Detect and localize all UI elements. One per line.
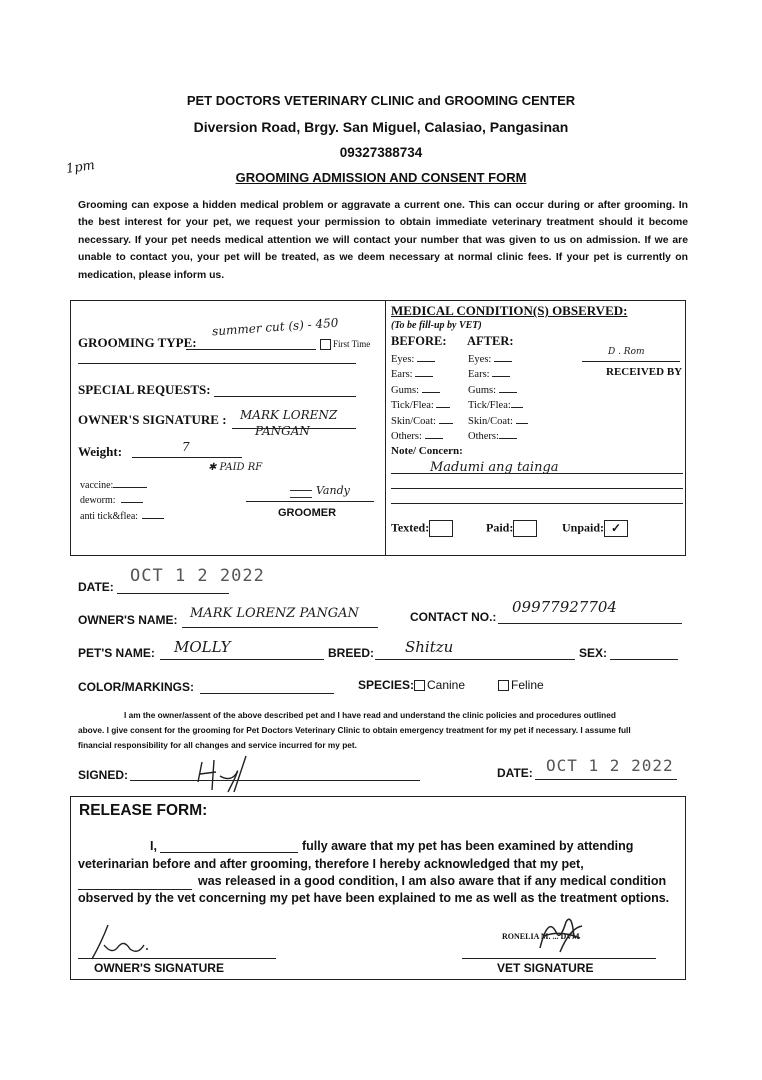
before-skin-field[interactable] [439,414,453,424]
vet-signature-scribble [530,908,590,958]
groomer-name: Vandy [316,484,350,497]
before-others-field[interactable] [425,429,443,439]
box-divider [385,300,386,555]
anti-tick-label: anti tick&flea: [80,511,139,522]
medical-subtitle: (To be fill-up by VET) [391,320,482,331]
release-line-2: veterinarian before and after grooming, therefore I hereby acknowledged that my pet, [78,857,584,871]
contact-label: CONTACT NO.: [410,610,497,624]
date-line [117,592,229,594]
weight-value: 7 [182,440,190,454]
signed-line [130,779,420,781]
feline-label: Feline [511,678,544,692]
owner-signature-label: OWNER'S SIGNATURE : [78,412,227,427]
before-skin-label: Skin/Coat: [391,415,436,427]
owner-signature-line [232,427,356,429]
after-tick-field[interactable] [511,398,523,408]
vet-sig-line [462,957,656,959]
grooming-type-label: GROOMING TYPE: [78,335,197,350]
anti-tick-field[interactable] [142,509,164,519]
feline-checkbox[interactable] [498,680,509,691]
first-time-label: First Time [333,339,371,349]
release-line-4: observed by the vet concerning my pet have been explained to me as well as the treatment options. [78,891,670,905]
after-others-label: Others: [468,431,499,443]
deworm-field[interactable] [121,493,143,503]
vet-name: RONELIA M. ... DVM [502,932,580,941]
intro-paragraph: Grooming can expose a hidden medical problem or aggravate a current one. This can occur during or after grooming. In the best interest for your pet, we request your permission to obtain immediate veterinary treatment should it become necessary. If your pet needs medical attention we will contact your number that was given to us on admission. If we are unable to contact you, your pet will be treated, as we deem necessary at normal clinic fees. If your pet is currently on medication, please inform us. [78,200,688,281]
note-line-3 [391,502,683,504]
grooming-extra-line [78,362,356,364]
release-title: RELEASE FORM: [79,802,208,819]
release-line-3: was released in a good condition, I am also aware that if any medical condition [198,874,667,888]
after-skin-field[interactable] [516,414,528,424]
release-line-1a: I, [150,839,157,853]
after-gums-field[interactable] [499,383,517,393]
pet-name-value: MOLLY [174,638,231,656]
paid-checkbox[interactable] [513,520,537,537]
before-conditions [391,352,453,444]
consent-line-2: above. I give consent for the grooming for Pet Doctors Veterinary Clinic to obtain emergency treatment for my pet if necessary. I assume full [78,725,631,735]
release-owner-name-field[interactable] [160,851,298,853]
owner-signature-scribble [190,752,270,794]
clinic-address: Diversion Road, Brgy. San Miguel, Calasiao, Pangasinan [193,119,569,135]
before-eyes-field[interactable] [417,352,435,362]
after-ears-field[interactable] [492,367,510,377]
before-tick-field[interactable] [436,398,450,408]
vet-sig-label: VET SIGNATURE [497,961,594,975]
release-line-1b: fully aware that my pet has been examined by attending [302,839,634,853]
unpaid-checkbox[interactable]: ✓ [604,520,628,537]
received-by-line [582,360,680,362]
deworm-label: deworm: [80,495,116,506]
after-eyes-field[interactable] [494,352,512,362]
pet-name-line [160,658,324,660]
release-pet-name-field[interactable] [78,888,192,890]
breed-label: BREED: [328,646,375,660]
after-conditions [468,352,528,444]
after-tick-label: Tick/Flea: [468,400,511,412]
color-field[interactable] [200,692,334,694]
sex-field[interactable] [610,658,678,660]
received-by-label: RECEIVED BY [606,366,683,378]
date-label: DATE: [78,580,114,594]
contact-line [498,622,682,624]
note-value: Madumi ang tainga [430,460,559,475]
after-skin-label: Skin/Coat: [468,415,513,427]
owner-name-label: OWNER'S NAME: [78,613,178,627]
paid-label: Paid: [486,520,514,535]
time-note: 1pm [65,158,96,177]
owner-name-value: MARK LORENZ PANGAN [190,606,359,621]
canine-label: Canine [427,678,466,692]
pet-name-label: PET'S NAME: [78,646,155,660]
after-label: AFTER: [467,334,514,348]
sex-label: SEX: [579,646,608,660]
unpaid-label: Unpaid: [562,520,605,535]
date-stamp: OCT 1 2 2022 [130,566,265,586]
received-by-value: D . Rom [608,347,645,357]
breed-line [375,658,575,660]
consent-date-line [535,778,677,780]
note-line-2 [391,487,683,489]
before-tick-label: Tick/Flea: [391,400,434,412]
contact-value: 09977927704 [512,598,617,616]
after-ears-label: Ears: [468,369,490,381]
note-label: Note/ Concern: [391,445,463,457]
vaccine-label: vaccine: [80,480,114,491]
note-line-1 [391,472,683,474]
owner-name-line [182,626,378,628]
medical-title: MEDICAL CONDITION(S) OBSERVED: [391,303,628,318]
form-title: GROOMING ADMISSION AND CONSENT FORM [235,170,527,185]
grooming-type-value: summer cut (s) - 450 [211,315,339,339]
before-others-label: Others: [391,431,422,443]
color-label: COLOR/MARKINGS: [78,680,194,694]
texted-checkbox[interactable] [429,520,453,537]
after-gums-label: Gums: [468,384,497,396]
special-requests-label: SPECIAL REQUESTS: [78,382,211,397]
before-label: BEFORE: [391,334,447,348]
texted-label: Texted: [391,520,430,535]
grooming-type-field[interactable] [186,335,316,350]
consent-line-1: I am the owner/assent of the above described pet and I have read and understand the clinic policies and procedures outlined [124,710,616,720]
signed-label: SIGNED: [78,768,129,782]
owner-sig-label: OWNER'S SIGNATURE [94,961,224,975]
before-ears-label: Ears: [391,369,413,381]
before-eyes-label: Eyes: [391,354,415,365]
first-time-checkbox[interactable] [320,339,331,350]
special-requests-field[interactable] [214,382,356,397]
breed-value: Shitzu [405,638,454,656]
consent-date-label: DATE: [497,766,533,780]
clinic-name: PET DOCTORS VETERINARY CLINIC and GROOMING CENTER [186,93,576,108]
before-ears-field[interactable] [415,367,433,377]
after-eyes-label: Eyes: [468,354,492,365]
owner-signature-value-1: MARK LORENZ [240,408,338,422]
paid-note: ✱ PAID RF [208,462,263,473]
owner-sig-line [78,957,276,959]
groomer-label: GROOMER [278,507,337,519]
canine-checkbox[interactable] [414,680,425,691]
owner-signature-value-2: PANGAN [255,424,310,438]
release-owner-signature-scribble [88,915,158,963]
groomer-line [246,500,374,502]
groomer-scribble [290,490,312,498]
before-gums-label: Gums: [391,384,420,396]
consent-line-3: financial responsibility for all changes and service incurred for my pet. [78,740,357,750]
weight-label: Weight: [78,444,123,459]
clinic-phone: 09327388734 [339,145,423,160]
consent-date-stamp: OCT 1 2 2022 [546,756,674,775]
after-others-field[interactable] [499,429,517,439]
before-gums-field[interactable] [422,383,440,393]
species-label: SPECIES: [358,678,415,692]
vaccine-field[interactable] [113,478,147,488]
